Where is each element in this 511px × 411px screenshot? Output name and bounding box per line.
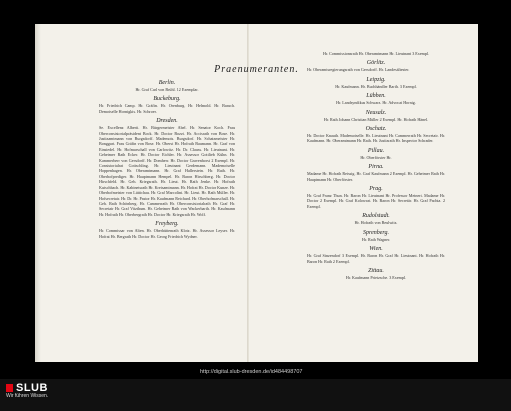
subscriber-entry: Hr. Oberförster Hr. <box>360 154 392 160</box>
place-heading: Görlitz. <box>366 60 386 67</box>
subscriber-entry: Hr. Oberamtsregierungsrath von Gersdorff. Hr. Landesältester. <box>307 67 410 73</box>
subscriber-entry: Hr. Kaufmann Prietzsche. 3 Exempl. <box>345 274 407 280</box>
document-url[interactable]: http://digital.slub-dresden.de/id484498707 <box>200 369 303 375</box>
place-heading: Neusalz. <box>365 109 387 116</box>
place-heading: Rudolstadt. <box>362 213 390 220</box>
subscriber-entry: Hr. Friedrich Camp. Hr. Gräfin. Hr. Orenburg. Hr. Helmold. Hr. Baruch. Demoiselle Hornigkis. Hr. Schroer. <box>99 103 235 114</box>
place-heading: Sprenberg. <box>362 229 390 236</box>
slub-logo-icon <box>6 384 13 392</box>
subscriber-entry: Hr. Graf Franz Thun. Hr. Baron Hr. Lieutnant Hr. Professor Meinert. Madame Hr. Doctor 2 Exempl. Hr. Graf Kolowrat. Hr. Baron Hr. Secretär. Hr. Graf Pachta. 2 Exempl. <box>307 193 445 209</box>
place-heading: Pillau. <box>367 147 385 154</box>
page-heading: Praenumeranten. <box>214 64 299 75</box>
place-heading: Pirna. <box>368 164 384 171</box>
subscriber-entry: Hr. Hofrath von Beulwitz. <box>354 220 398 226</box>
logo-text: SLUB <box>16 382 48 394</box>
place-heading: Freyberg. <box>155 221 179 228</box>
subscriber-entry: Hr. Commissionsrath Hr. Oberamtmann Hr. Lieutnant 3 Exempl. <box>322 51 430 56</box>
slub-logo[interactable] <box>6 382 48 399</box>
subscriber-entry: Hr. Doctor Knauth. Mademoiselle. Hr. Lieutnant Hr. Cammerrath Hr. Secretair. Hr. Kaufmann. Hr. Oberamtmann Hr. Rath. Hr. Justizrath Hr. Inspector Schrader. <box>307 133 445 144</box>
left-column <box>99 76 235 240</box>
subscriber-entry: Hr. Landsyndikus Schwarz. Hr. Advocat Hornig. <box>336 100 416 106</box>
subscriber-entry: Madame Hr. Hofrath Reissig. Hr. Graf Kaufmann 2 Exempl. Hr. Geheimer Rath Hr. Hauptmann Hr. Oberförster. <box>307 171 445 182</box>
logo-subtitle: Wir führen Wissen. <box>6 393 49 399</box>
place-heading: Leipzig. <box>366 76 386 83</box>
place-heading: Oschatz. <box>365 126 387 133</box>
subscriber-entry: Hr. Rath Johann Christian Müller 2 Exempl. Hr. Hofrath Hänel. <box>323 116 429 122</box>
scanned-page <box>35 24 478 362</box>
subscriber-entry: Se. Excellenz Alberti. Hr. Bürgermeister Abel. Hr. Senator Koch. Frau Oberconsistorialpräsident Bock. Hr. Doctor Bozzi. Hr. Accisrath von Bose. Hr. Justizamtmann von Burgsdorff. Mademois. Burgsdorf. Hr. Schatzmeister Hr. Bonggart. Frau Gräfin von Bose. Hr. Oberst Hr. Hofrath Baumann. Hr. Graf von Einsiedel. Hr. Hofmarschall von Carlowitz. Hr. Dr. Clauss. Hr. Lieutnant. Hr. Geheimer Rath Ecker. Hr. Doctor Eichler. Hr. Assessor Gottlieb Kühn. Hr. Kammerherr von Gersdorff. Hr. Domherr. Hr. Doctor Gravenhorst 2 Exempl. Hr. Consistorialrat Gottschling. Hr. Lieutnant Gerdemann. Mademoiselle Hoppenhagen. Hr. Oberamtmann. Hr. Graf Hallerstein. Hr. Rath. Hr. Oberhofprediger. Hr. Hauptmann Hempel. Hr. Baron Hirschberg. Hr. Doctor Hirschfeld. Hr. Geh. Kriegsrath. Hr. Lieut. Hr. Rath Jenke. Hr. Hofrath Kutschbach. Hr. Kabinetsrath Hr. Kreisamtmann. Hr. Hofrat Hr. Doctor Kunze. Hr. Oberhofmeister von Lüttichau. Hr. Graf Marcolini. Hr. Lieut. Hr. Rath Müller. Hr. Hofsecretair. Hr. Dr. Hr. Pastor Hr. Kaufmann Reichard. Hr. Oberhofmarschall. Hr. Geh. Rath Schönberg. Hr. Cammerrath Hr. Oberconsistorialrath Hr. Graf Hr. Secretair Hr. Graf Vitzthum. Hr. Geheimer Rath von Wackerbarth. Hr. Kaufmann Hr. Hofrath Hr. Oberbergrath Hr. Doctor Hr. Kriegsrath Hr. Wolf. <box>99 125 235 217</box>
subscriber-entry: Hr. Rath Wagner. <box>361 236 391 242</box>
place-heading: Lübben. <box>366 93 386 100</box>
place-heading: Wien. <box>369 246 383 253</box>
footer-bar <box>0 379 511 411</box>
place-heading: Dresden. <box>156 118 178 125</box>
place-heading: Berlin. <box>158 80 176 86</box>
subscriber-entry: Hr. Graf Carl von Brühl. 12 Exemplar. <box>135 87 199 92</box>
place-heading: Zittau. <box>368 267 384 274</box>
subscriber-entry: Hr. Kaufmann. Hr. Buchhändler Barth. 3 Exempl. <box>335 83 417 89</box>
subscriber-entry: Hr. Graf Sinzendorf 3 Exempl. Hr. Baron Hr. Graf Hr. Lieutnant. Hr. Hofrath Hr. Baron Hr. Rath 2 Exempl. <box>307 253 445 264</box>
place-heading: Prag. <box>369 186 383 193</box>
place-heading: Buckeburg. <box>153 96 181 103</box>
right-column <box>307 51 445 281</box>
subscriber-entry: Hr. Commissar von Alten. Hr. Oberhüttenrath Klotz. Hr. Assessor Leyser. Hr. Hofrat Hr. Bergrath Hr. Doctor Hr. Georg Friedrich Wydner. <box>99 228 235 239</box>
